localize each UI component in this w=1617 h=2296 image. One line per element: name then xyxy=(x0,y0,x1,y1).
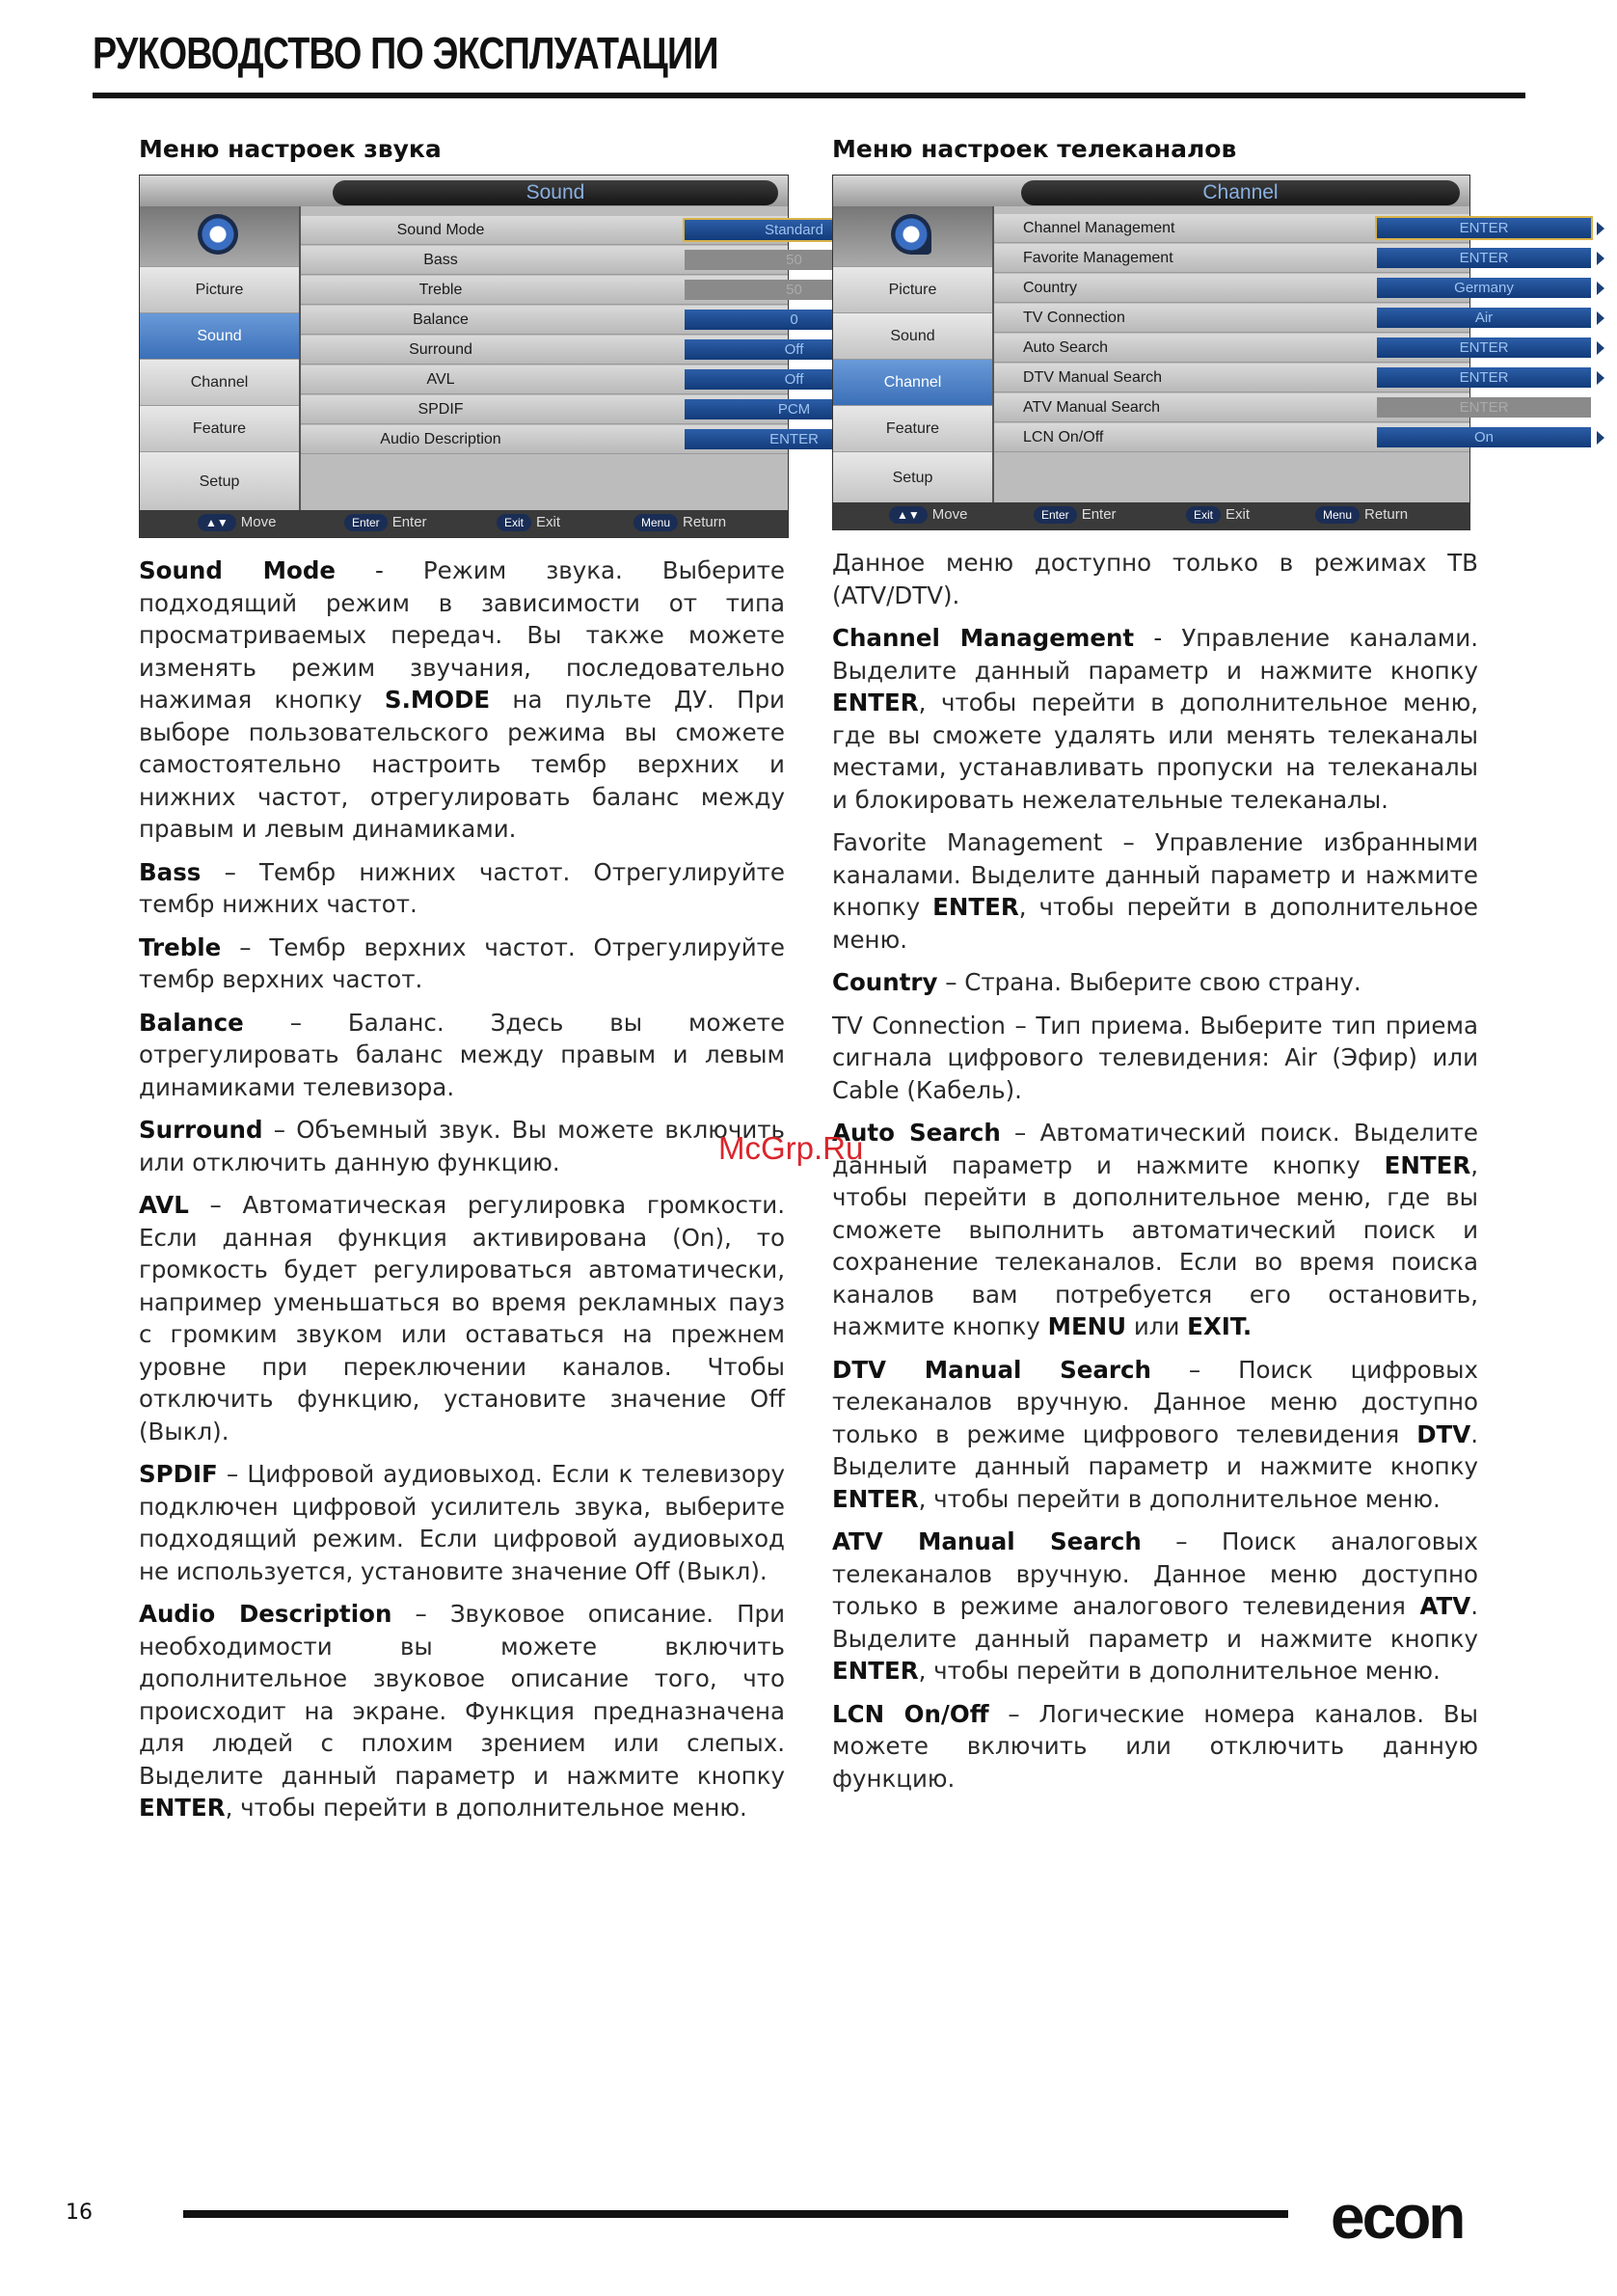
page-number: 16 xyxy=(66,2201,93,2225)
tab-setup: Setup xyxy=(140,451,299,511)
osd-hint-bar xyxy=(140,510,788,537)
arrow-right-icon xyxy=(1597,341,1604,355)
paragraph-sound-mode: Sound Mode - Режим звука. Выберите подходящий режим в зависимости от типа просматриваемых передач. Вы также можете изменять режим звучания, последовательно нажимая кнопку S.MODE на пульте ДУ. При выборе пользовательского режима вы сможете самостоятельно настроить тембр верхних и нижних частот, отрегулировать баланс между правым и левым динамиками. xyxy=(139,556,785,843)
osd-row: Audio Description ENTER xyxy=(301,425,788,454)
channel-osd-screenshot xyxy=(832,175,1514,530)
paragraph-favorite-management: Favorite Management – Управление избранными каналами. Выделите данный параметр и нажмите кнопку ENTER, чтобы перейти в дополнительное меню. xyxy=(832,828,1478,954)
tab-feature: Feature xyxy=(140,405,299,451)
arrow-right-icon xyxy=(1597,371,1604,385)
tab-channel: Channel xyxy=(833,359,992,405)
paragraph-tv-connection: TV Connection – Тип приема. Выберите тип приема сигнала цифрового телевидения: Air (Эфир) или Cable (Кабель). xyxy=(832,1011,1478,1104)
tab-sound: Sound xyxy=(140,312,299,359)
tab-picture: Picture xyxy=(140,266,299,312)
osd-row: SPDIF PCM xyxy=(301,395,788,424)
paragraph-lcn: LCN On/Off – Логические номера каналов. Вы можете включить или отключить данную функцию. xyxy=(832,1699,1478,1793)
tab-feature: Feature xyxy=(833,405,992,451)
paragraph-treble: Treble – Тембр верхних частот. Отрегулируйте тембр верхних частот. xyxy=(139,932,785,993)
paragraph-channel-management: Channel Management - Управление каналами. Выделите данный параметр и нажмите кнопку ENTER, чтобы перейти в дополнительное меню, где вы сможете удалять или менять телеканалы местами, устанавливать пропуски на телеканалы и блокировать нежелательные телеканалы. xyxy=(832,624,1478,814)
arrow-right-icon xyxy=(1597,282,1604,295)
hint-enter: Enter Enter xyxy=(344,514,427,531)
osd-row: Surround Off xyxy=(301,336,788,365)
hint-move: ▲▼ Move xyxy=(198,514,276,531)
osd-row: Balance 0 xyxy=(301,306,788,335)
paragraph-country: Country – Страна. Выберите свою страну. xyxy=(832,968,1361,996)
osd-title: Channel xyxy=(1021,180,1460,205)
watermark: McGrp.Ru xyxy=(718,1130,864,1166)
osd-row: Channel Management ENTER xyxy=(994,214,1469,243)
hint-move: ▲▼ Move xyxy=(889,506,967,524)
paragraph-atv-manual-search: ATV Manual Search – Поиск аналоговых телеканалов вручную. Данное меню доступно только в режиме аналогового телевидения ATV. Выделите данный параметр и нажмите кнопку ENTER, чтобы перейти в дополнительное меню. xyxy=(832,1527,1478,1685)
paragraph-dtv-manual-search: DTV Manual Search – Поиск цифровых телеканалов вручную. Данное меню доступно только в режиме цифрового телевидения DTV. Выделите данный параметр и нажмите кнопку ENTER, чтобы перейти в дополнительное меню. xyxy=(832,1355,1478,1513)
osd-row: DTV Manual Search ENTER xyxy=(994,364,1469,392)
osd-row: LCN On/Off On xyxy=(994,423,1469,452)
osd-row: Favorite Management ENTER xyxy=(994,244,1469,273)
sound-osd-screenshot xyxy=(139,175,823,538)
osd-row: ATV Manual Search ENTER xyxy=(994,393,1469,422)
tab-picture: Picture xyxy=(833,266,992,312)
channel-menu-heading: Меню настроек телеканалов xyxy=(832,135,1237,163)
paragraph-avl: AVL – Автоматическая регулировка громкости. Если данная функция активирована (On), то громкость будет регулироваться автоматически, например уменьшаться во время рекламных пауз с громким звуком или оставаться на прежнем уровне при переключении каналов. Чтобы отключить функцию, установите значение Off (Выкл). xyxy=(139,1191,785,1445)
sound-description-column xyxy=(139,554,785,1835)
osd-row: Treble 50 xyxy=(301,276,788,305)
hint-exit: Exit Exit xyxy=(1186,506,1250,524)
paragraph-surround: Surround – Объемный звук. Вы можете включить или отключить данную функцию. xyxy=(139,1116,785,1176)
arrow-right-icon xyxy=(1597,252,1604,265)
osd-hint-bar xyxy=(833,502,1469,529)
osd-row: TV Connection Air xyxy=(994,304,1469,333)
paragraph-auto-search: Auto Search – Автоматический поиск. Выделите данный параметр и нажмите кнопку ENTER, чтобы перейти в дополнительное меню, где вы сможете выполнить автоматический поиск и сохранение телеканалов. Если во время поиска каналов вам потребуется его остановить, нажмите кнопку MENU или EXIT. xyxy=(832,1119,1478,1340)
arrow-right-icon xyxy=(1597,222,1604,235)
osd-tab-list xyxy=(140,206,299,510)
brand-logo: econ xyxy=(1331,2182,1464,2252)
arrow-right-icon xyxy=(1597,431,1604,445)
paragraph-audio-description: Audio Description – Звуковое описание. При необходимости вы можете включить дополнительное звуковое описание того, что происходит на экране. Функция предназначена для людей с плохим зрением или слепых. Выделите данный параметр и нажмите кнопку ENTER, чтобы перейти в дополнительное меню. xyxy=(139,1600,785,1822)
osd-row: Bass 50 xyxy=(301,246,788,275)
title-divider xyxy=(93,93,1525,98)
sound-menu-heading: Меню настроек звука xyxy=(139,135,442,163)
tab-setup: Setup xyxy=(833,451,992,503)
satellite-dish-icon xyxy=(833,206,992,266)
page-title: РУКОВОДСТВО ПО ЭКСПЛУАТАЦИИ xyxy=(93,28,718,78)
osd-tab-list xyxy=(833,206,992,502)
osd-row: Auto Search ENTER xyxy=(994,334,1469,363)
hint-exit: Exit Exit xyxy=(497,514,560,531)
tab-sound: Sound xyxy=(833,312,992,359)
paragraph-availability: Данное меню доступно только в режимах ТВ (ATV/DTV). xyxy=(832,549,1478,609)
hint-return: Menu Return xyxy=(1315,506,1408,524)
hint-return: Menu Return xyxy=(633,514,726,531)
osd-title: Sound xyxy=(333,180,778,205)
channel-description-column xyxy=(832,547,1478,1805)
paragraph-spdif: SPDIF – Цифровой аудиовыход. Если к телевизору подключен цифровой усилитель звука, выберите подходящий режим. Если цифровой аудиовыход не используется, установите значение Off (Выкл). xyxy=(139,1460,785,1585)
osd-row: AVL Off xyxy=(301,365,788,394)
hint-enter: Enter Enter xyxy=(1034,506,1117,524)
paragraph-balance: Balance – Баланс. Здесь вы можете отрегулировать баланс между правым и левым динамиками телевизора. xyxy=(139,1008,785,1101)
osd-rows xyxy=(994,206,1514,502)
arrow-right-icon xyxy=(1597,311,1604,325)
footer-divider xyxy=(183,2210,1288,2218)
osd-row: Country Germany xyxy=(994,274,1469,303)
tab-channel: Channel xyxy=(140,359,299,405)
speaker-icon xyxy=(140,206,299,266)
osd-row: Sound Mode Standard xyxy=(301,216,788,245)
osd-rows xyxy=(301,206,823,510)
paragraph-bass: Bass – Тембр нижних частот. Отрегулируйте тембр нижних частот. xyxy=(139,857,785,918)
